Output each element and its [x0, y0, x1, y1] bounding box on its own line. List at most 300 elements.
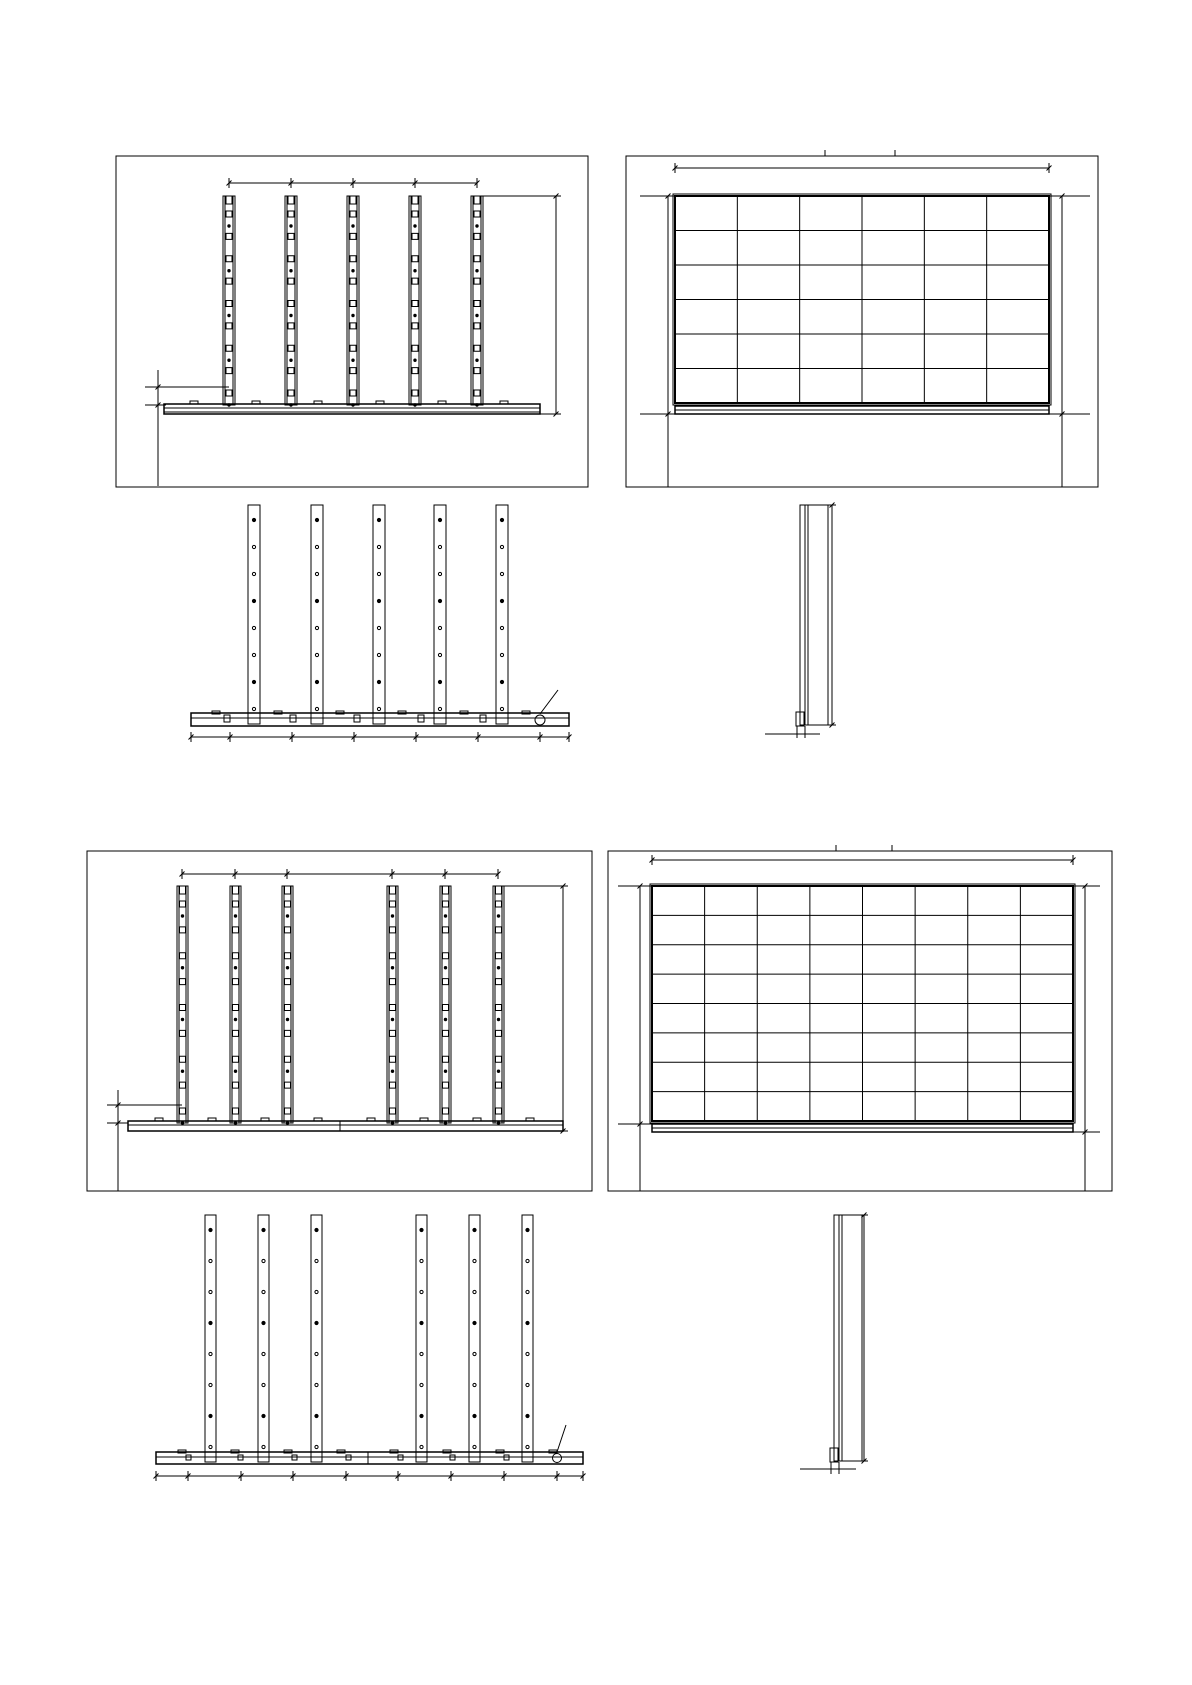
rivet	[286, 1122, 288, 1124]
bolt-hole	[209, 1445, 212, 1448]
mounting-slot	[288, 256, 294, 262]
mounting-slot	[496, 901, 502, 907]
view-frame	[116, 156, 588, 487]
upright	[471, 196, 483, 406]
bolt-hole	[262, 1228, 265, 1231]
rivet	[497, 1122, 499, 1124]
bolt-hole	[500, 707, 503, 710]
rail-clip	[261, 1118, 269, 1121]
mounting-slot	[233, 953, 239, 959]
mounting-slot	[285, 1108, 291, 1114]
mounting-slot	[285, 1030, 291, 1036]
rear-upright	[416, 1215, 427, 1462]
mounting-slot	[390, 1030, 396, 1036]
mounting-slot	[180, 1005, 186, 1011]
set1-front-elevation	[116, 156, 588, 487]
bolt-hole	[526, 1290, 529, 1293]
mounting-slot	[390, 1082, 396, 1088]
rivet	[290, 270, 292, 272]
mounting-slot	[288, 323, 294, 329]
rivet	[228, 270, 230, 272]
bolt-hole	[420, 1445, 423, 1448]
bolt-hole	[315, 1228, 318, 1231]
mounting-slot	[350, 278, 356, 284]
rivet	[234, 1122, 236, 1124]
upright	[230, 886, 241, 1124]
bolt-hole	[526, 1414, 529, 1417]
bolt-hole	[209, 1383, 212, 1386]
mounting-slot	[288, 345, 294, 351]
mounting-slot	[180, 901, 186, 907]
mounting-slot	[412, 390, 418, 396]
upright	[285, 196, 297, 406]
mounting-slot	[350, 368, 356, 374]
upright-profile	[311, 1215, 322, 1462]
rivet	[234, 915, 236, 917]
bolt-hole	[500, 626, 503, 629]
rail-clip	[376, 401, 384, 404]
mounting-slot	[288, 278, 294, 284]
mounting-slot	[412, 211, 418, 217]
mounting-slot	[288, 368, 294, 374]
rail-clip	[420, 1118, 428, 1121]
mounting-slot	[390, 1108, 396, 1114]
mounting-slot	[180, 927, 186, 933]
upright-profile	[434, 505, 446, 724]
rear-upright	[469, 1215, 480, 1462]
mounting-slot	[496, 1108, 502, 1114]
mounting-slot	[226, 301, 232, 307]
mounting-slot	[233, 979, 239, 985]
bolt-hole	[262, 1445, 265, 1448]
mounting-slot	[350, 301, 356, 307]
mounting-slot	[288, 211, 294, 217]
mounting-slot	[496, 953, 502, 959]
bolt-hole	[526, 1321, 529, 1324]
mounting-slot	[285, 1005, 291, 1011]
rivet	[444, 915, 446, 917]
rivet	[234, 1018, 236, 1020]
mounting-slot	[443, 979, 449, 985]
rivet	[391, 1018, 393, 1020]
bolt-hole	[262, 1259, 265, 1262]
mounting-slot	[180, 979, 186, 985]
bolt-hole	[473, 1383, 476, 1386]
mounting-slot	[180, 1082, 186, 1088]
top-notch	[496, 886, 502, 894]
mounting-slot	[285, 1082, 291, 1088]
bolt-hole	[315, 1383, 318, 1386]
rear-upright	[434, 505, 446, 724]
bolt-hole	[526, 1445, 529, 1448]
bolt-hole	[315, 518, 318, 521]
upright	[282, 886, 293, 1124]
top-notch	[233, 886, 239, 894]
bolt-hole	[473, 1414, 476, 1417]
bolt-hole	[377, 545, 380, 548]
rear-base-rail	[156, 1452, 583, 1464]
rear-upright	[522, 1215, 533, 1462]
rivet	[228, 359, 230, 361]
bolt-hole	[209, 1228, 212, 1231]
mounting-slot	[350, 233, 356, 239]
rivet	[228, 314, 230, 316]
mounting-slot	[390, 927, 396, 933]
bolt-hole	[209, 1321, 212, 1324]
mounting-slot	[443, 1082, 449, 1088]
rivet	[290, 359, 292, 361]
rail-clip	[438, 401, 446, 404]
bolt-hole	[252, 626, 255, 629]
set1-rear-elevation	[189, 505, 572, 742]
mounting-slot	[180, 953, 186, 959]
upright-profile	[416, 1215, 427, 1462]
rear-upright	[311, 505, 323, 724]
bolt-hole	[315, 1352, 318, 1355]
ground-connector	[535, 715, 545, 725]
upright	[223, 196, 235, 406]
bolt-hole	[500, 518, 503, 521]
upright-profile	[205, 1215, 216, 1462]
mounting-slot	[180, 1108, 186, 1114]
rear-upright	[205, 1215, 216, 1462]
upright	[347, 196, 359, 406]
rivet	[181, 1122, 183, 1124]
set2-rear-elevation	[154, 1215, 586, 1481]
bolt-hole	[420, 1383, 423, 1386]
upright	[440, 886, 451, 1124]
rivet	[286, 1070, 288, 1072]
rail-clip	[367, 1118, 375, 1121]
mounting-slot	[350, 323, 356, 329]
rivet	[476, 314, 478, 316]
bolt-hole	[438, 626, 441, 629]
bolt-hole	[377, 653, 380, 656]
mounting-slot	[350, 256, 356, 262]
set1-panel-elevation	[626, 150, 1098, 487]
bolt-hole	[473, 1259, 476, 1262]
mounting-slot	[443, 1030, 449, 1036]
rivet	[476, 225, 478, 227]
mounting-slot	[350, 345, 356, 351]
mounting-slot	[412, 278, 418, 284]
upright	[387, 886, 398, 1124]
mounting-slot	[285, 953, 291, 959]
bolt-hole	[500, 653, 503, 656]
bolt-hole	[209, 1352, 212, 1355]
top-notch	[390, 886, 396, 894]
mounting-slot	[226, 323, 232, 329]
set2-panel-elevation	[608, 845, 1112, 1191]
bolt-hole	[473, 1321, 476, 1324]
mounting-slot	[443, 1108, 449, 1114]
mounting-slot	[226, 256, 232, 262]
mounting-slot	[180, 1030, 186, 1036]
rail-clip	[155, 1118, 163, 1121]
mounting-slot	[390, 1005, 396, 1011]
top-notch	[180, 886, 186, 894]
top-notch	[288, 196, 294, 204]
mounting-slot	[285, 1056, 291, 1062]
bolt-hole	[420, 1321, 423, 1324]
mounting-slot	[180, 1056, 186, 1062]
rivet	[391, 967, 393, 969]
bolt-hole	[420, 1414, 423, 1417]
mounting-slot	[496, 1030, 502, 1036]
rear-upright	[496, 505, 508, 724]
bolt-hole	[315, 1290, 318, 1293]
rear-upright	[258, 1215, 269, 1462]
rivet	[444, 1018, 446, 1020]
mounting-slot	[233, 901, 239, 907]
bolt-hole	[315, 680, 318, 683]
view-frame	[608, 851, 1112, 1191]
bolt-hole	[526, 1352, 529, 1355]
mounting-slot	[390, 1056, 396, 1062]
rail-clip	[526, 1118, 534, 1121]
bolt-hole	[377, 626, 380, 629]
bolt-hole	[438, 707, 441, 710]
mounting-slot	[443, 953, 449, 959]
bolt-hole	[377, 599, 380, 602]
rivet	[444, 1122, 446, 1124]
rear-upright	[311, 1215, 322, 1462]
bolt-hole	[315, 599, 318, 602]
rail-clip	[208, 1118, 216, 1121]
rivet	[414, 314, 416, 316]
mounting-slot	[233, 1030, 239, 1036]
upright	[409, 196, 421, 406]
mounting-slot	[285, 927, 291, 933]
bolt-hole	[377, 518, 380, 521]
bolt-hole	[262, 1352, 265, 1355]
top-notch	[226, 196, 232, 204]
rivet	[444, 967, 446, 969]
mounting-slot	[350, 211, 356, 217]
top-notch	[350, 196, 356, 204]
bolt-hole	[500, 599, 503, 602]
upright	[177, 886, 188, 1124]
rivet	[352, 270, 354, 272]
rivet	[444, 1070, 446, 1072]
rail-clip	[314, 401, 322, 404]
bolt-hole	[252, 599, 255, 602]
mounting-slot	[412, 301, 418, 307]
rivet	[414, 270, 416, 272]
bolt-hole	[209, 1414, 212, 1417]
leader-line	[557, 1425, 566, 1452]
mounting-slot	[285, 901, 291, 907]
bolt-hole	[315, 1259, 318, 1262]
mounting-slot	[226, 345, 232, 351]
mounting-slot	[474, 256, 480, 262]
mounting-slot	[285, 979, 291, 985]
bolt-hole	[438, 545, 441, 548]
bolt-hole	[262, 1414, 265, 1417]
bolt-hole	[315, 572, 318, 575]
rivet	[181, 915, 183, 917]
bolt-hole	[315, 1445, 318, 1448]
bolt-hole	[252, 572, 255, 575]
mounting-slot	[390, 953, 396, 959]
ground-connector	[553, 1454, 562, 1463]
rivet	[181, 1018, 183, 1020]
bolt-hole	[438, 680, 441, 683]
upright	[493, 886, 504, 1124]
bolt-hole	[315, 1321, 318, 1324]
view-frame	[87, 851, 592, 1191]
rivet	[497, 1070, 499, 1072]
mounting-slot	[412, 345, 418, 351]
rivet	[414, 359, 416, 361]
upright-profile	[469, 1215, 480, 1462]
mounting-slot	[496, 1082, 502, 1088]
rivet	[497, 1018, 499, 1020]
upright-profile	[373, 505, 385, 724]
bolt-hole	[473, 1352, 476, 1355]
bolt-hole	[438, 599, 441, 602]
rivet	[286, 967, 288, 969]
mounting-slot	[412, 368, 418, 374]
mounting-slot	[412, 233, 418, 239]
bolt-hole	[262, 1290, 265, 1293]
mounting-slot	[496, 979, 502, 985]
mounting-slot	[474, 211, 480, 217]
bolt-hole	[262, 1383, 265, 1386]
mounting-slot	[496, 1005, 502, 1011]
bolt-hole	[438, 518, 441, 521]
set2-front-elevation	[87, 851, 592, 1191]
side-profile	[834, 1215, 862, 1461]
bolt-hole	[262, 1321, 265, 1324]
mounting-slot	[474, 301, 480, 307]
mounting-slot	[233, 1005, 239, 1011]
rail-clip	[314, 1118, 322, 1121]
upright-profile	[258, 1215, 269, 1462]
mounting-slot	[226, 368, 232, 374]
mounting-slot	[390, 901, 396, 907]
top-notch	[412, 196, 418, 204]
rail-clip	[500, 401, 508, 404]
rivet	[414, 225, 416, 227]
set1-side-elevation	[765, 503, 836, 739]
mounting-slot	[288, 390, 294, 396]
mounting-slot	[496, 1056, 502, 1062]
set2-side-elevation	[800, 1213, 868, 1475]
bolt-hole	[473, 1445, 476, 1448]
rivet	[228, 225, 230, 227]
rivet	[181, 967, 183, 969]
bolt-hole	[526, 1259, 529, 1262]
mounting-slot	[233, 1082, 239, 1088]
side-profile	[800, 505, 828, 725]
bolt-hole	[315, 1414, 318, 1417]
bolt-hole	[420, 1290, 423, 1293]
mounting-slot	[350, 390, 356, 396]
mounting-slot	[474, 233, 480, 239]
mounting-slot	[443, 1056, 449, 1062]
bolt-hole	[252, 680, 255, 683]
top-notch	[285, 886, 291, 894]
upright-profile	[522, 1215, 533, 1462]
rivet	[391, 1070, 393, 1072]
upright-profile	[496, 505, 508, 724]
bolt-hole	[315, 707, 318, 710]
bolt-hole	[252, 518, 255, 521]
bolt-hole	[315, 626, 318, 629]
bolt-hole	[315, 545, 318, 548]
mounting-slot	[226, 233, 232, 239]
mounting-slot	[474, 323, 480, 329]
bolt-hole	[420, 1352, 423, 1355]
upright-profile	[248, 505, 260, 724]
rivet	[234, 1070, 236, 1072]
mounting-slot	[233, 1108, 239, 1114]
mounting-slot	[496, 927, 502, 933]
rivet	[352, 225, 354, 227]
rail-clip	[190, 401, 198, 404]
rivet	[286, 1018, 288, 1020]
bolt-hole	[420, 1228, 423, 1231]
bolt-hole	[252, 545, 255, 548]
rivet	[181, 1070, 183, 1072]
mounting-slot	[233, 927, 239, 933]
mounting-slot	[233, 1056, 239, 1062]
bolt-hole	[500, 680, 503, 683]
rivet	[476, 270, 478, 272]
bolt-hole	[252, 707, 255, 710]
rail-clip	[252, 401, 260, 404]
leader-line	[540, 690, 558, 714]
rivet	[290, 314, 292, 316]
rivet	[476, 359, 478, 361]
bolt-hole	[500, 572, 503, 575]
mounting-slot	[474, 368, 480, 374]
bolt-hole	[209, 1290, 212, 1293]
mounting-slot	[474, 390, 480, 396]
bolt-hole	[526, 1383, 529, 1386]
top-notch	[474, 196, 480, 204]
bolt-hole	[473, 1228, 476, 1231]
bolt-hole	[209, 1259, 212, 1262]
mounting-slot	[288, 301, 294, 307]
mounting-slot	[226, 278, 232, 284]
rivet	[286, 915, 288, 917]
bolt-hole	[377, 707, 380, 710]
rivet	[290, 225, 292, 227]
mounting-slot	[443, 1005, 449, 1011]
mounting-slot	[443, 927, 449, 933]
mounting-slot	[288, 233, 294, 239]
rivet	[234, 967, 236, 969]
bolt-hole	[500, 545, 503, 548]
mounting-slot	[412, 256, 418, 262]
top-notch	[443, 886, 449, 894]
rivet	[352, 359, 354, 361]
rivet	[497, 967, 499, 969]
mounting-slot	[226, 390, 232, 396]
bolt-hole	[377, 680, 380, 683]
bolt-hole	[438, 572, 441, 575]
mounting-slot	[474, 278, 480, 284]
mounting-slot	[226, 211, 232, 217]
mounting-slot	[412, 323, 418, 329]
bolt-hole	[315, 653, 318, 656]
bolt-hole	[420, 1259, 423, 1262]
upright-profile	[311, 505, 323, 724]
mounting-slot	[474, 345, 480, 351]
bolt-hole	[438, 653, 441, 656]
